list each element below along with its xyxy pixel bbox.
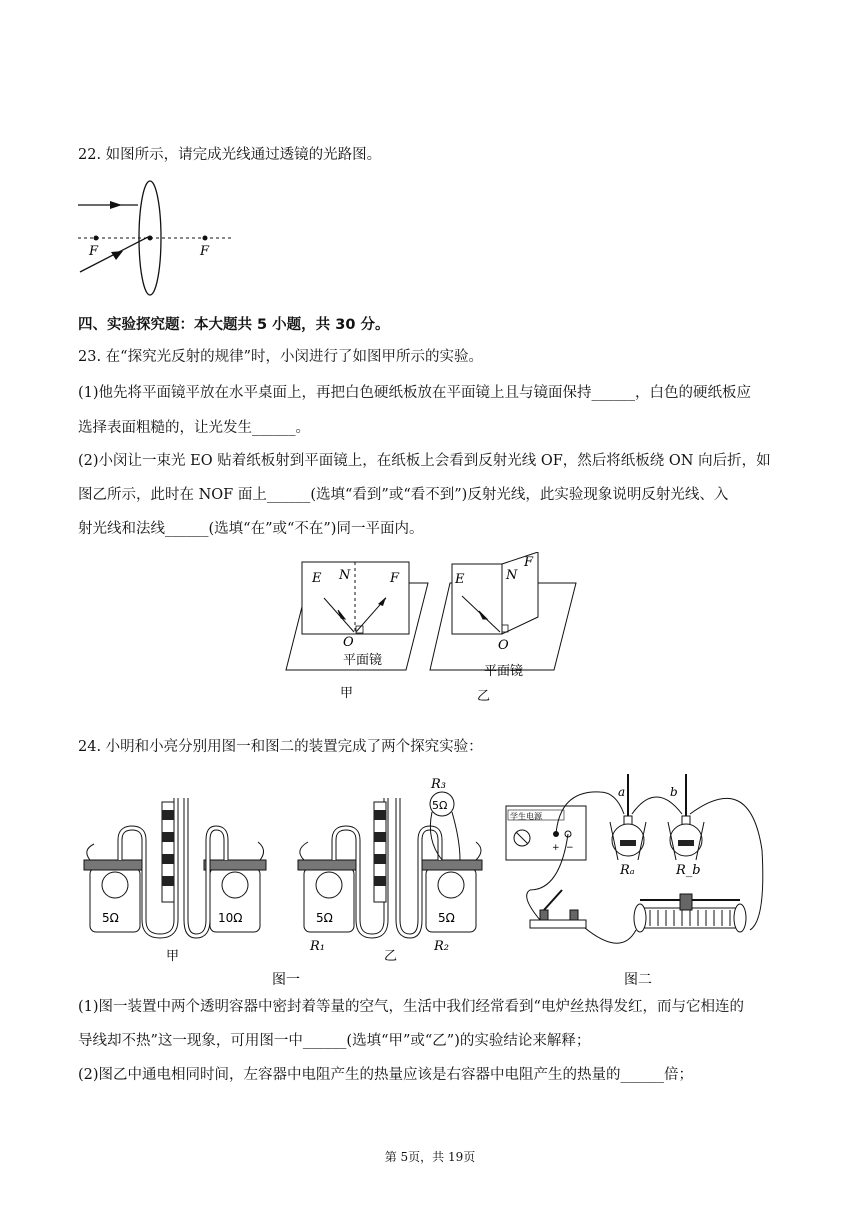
- flask-b: [668, 774, 704, 878]
- label-F-b: F: [524, 555, 534, 570]
- label-F: F: [390, 571, 400, 586]
- label-E: E: [312, 571, 322, 586]
- caption-jia-1: 甲: [166, 949, 180, 964]
- q23-p1-line1: (1)他先将平面镜平放在水平桌面上，再把白色硬纸板放在平面镜上且与镜面保持______，白色的硬纸板应: [78, 385, 752, 401]
- label-b: b: [670, 785, 678, 799]
- q24-intro: 24. 小明和小亮分别用图一和图二的装置完成了两个探究实验：: [78, 739, 483, 755]
- label-r3: R₃: [431, 777, 446, 792]
- label-N: N: [339, 568, 351, 583]
- focal-point-right: F: [200, 244, 210, 259]
- q24-p2-line1: (2)图乙中通电相同时间，左容器中电阻产生的热量应该是右容器中电阻产生的热量的______倍；: [78, 1067, 694, 1083]
- q23-p1-line2: 选择表面粗糙的，让光发生______。: [78, 420, 310, 436]
- q24-figure-2: [500, 770, 770, 992]
- label-O: O: [343, 635, 354, 650]
- figure-yi: [430, 552, 576, 704]
- q23-p2-line1: (2)小闵让一束光 EO 贴着纸板射到平面镜上，在纸板上会看到反射光线 OF，然后将纸板绕 ON 向后折，如: [78, 453, 771, 469]
- label-r2: R₂: [434, 939, 449, 954]
- apparatus-jia: [84, 798, 266, 964]
- q23-intro: 23. 在“探究光反射的规律”时，小闵进行了如图甲所示的实验。: [78, 349, 483, 365]
- apparatus-yi: [298, 777, 482, 964]
- q24-p1-line1: (1)图一装置中两个透明容器中密封着等量的空气，生活中我们经常看到“电炉丝热得发红，而与它相连的: [78, 999, 744, 1015]
- q22-lens-figure: [76, 176, 246, 300]
- page-footer: 第 5页，共 19页: [384, 1150, 476, 1164]
- caption-figure-2: 图二: [624, 972, 652, 988]
- mirror-label: 平面镜: [343, 653, 383, 668]
- caption-jia: 甲: [340, 686, 354, 701]
- focal-point-left: F: [89, 244, 99, 259]
- rheostat: [634, 894, 746, 932]
- label-O-b: O: [498, 638, 509, 653]
- caption-figure-1: 图一: [272, 972, 300, 988]
- label-ra: Rₐ: [620, 863, 635, 878]
- r3-value: 5Ω: [432, 799, 448, 812]
- label-rb: R_b: [676, 863, 701, 878]
- switch: [530, 890, 586, 928]
- power-supply-label: 学生电源: [510, 812, 542, 821]
- resistor-right-yi: 5Ω: [438, 911, 455, 925]
- label-E-b: E: [455, 572, 465, 587]
- q24-p1-line2: 导线却不热”这一现象，可用图一中______(选填“甲”或“乙”)的实验结论来解释；: [78, 1033, 591, 1049]
- q23-p2-line2: 图乙所示，此时在 NOF 面上______(选填“看到”或“看不到”)反射光线，此实验现象说明反射光线、入: [78, 487, 729, 503]
- figure-jia: [286, 562, 428, 701]
- terminal-minus: −: [566, 843, 574, 853]
- terminal-plus: +: [552, 843, 560, 853]
- label-r1: R₁: [310, 939, 325, 954]
- q23-reflection-figure: [280, 552, 590, 704]
- resistor-right-jia: 10Ω: [218, 911, 243, 925]
- flask-a: [610, 774, 646, 878]
- caption-yi-1: 乙: [384, 949, 398, 964]
- q24-figure-1: [76, 770, 486, 992]
- resistor-left-yi: 5Ω: [316, 911, 333, 925]
- resistor-left-jia: 5Ω: [102, 911, 119, 925]
- label-N-b: N: [506, 568, 518, 583]
- caption-yi: 乙: [477, 689, 491, 704]
- section-heading: 四、实验探究题：本大题共 5 小题，共 30 分。: [78, 317, 390, 333]
- q23-p2-line3: 射光线和法线______(选填“在”或“不在”)同一平面内。: [78, 521, 424, 537]
- label-a: a: [618, 785, 626, 799]
- mirror-label-b: 平面镜: [484, 664, 524, 679]
- q22-text: 22. 如图所示，请完成光线通过透镜的光路图。: [78, 147, 382, 163]
